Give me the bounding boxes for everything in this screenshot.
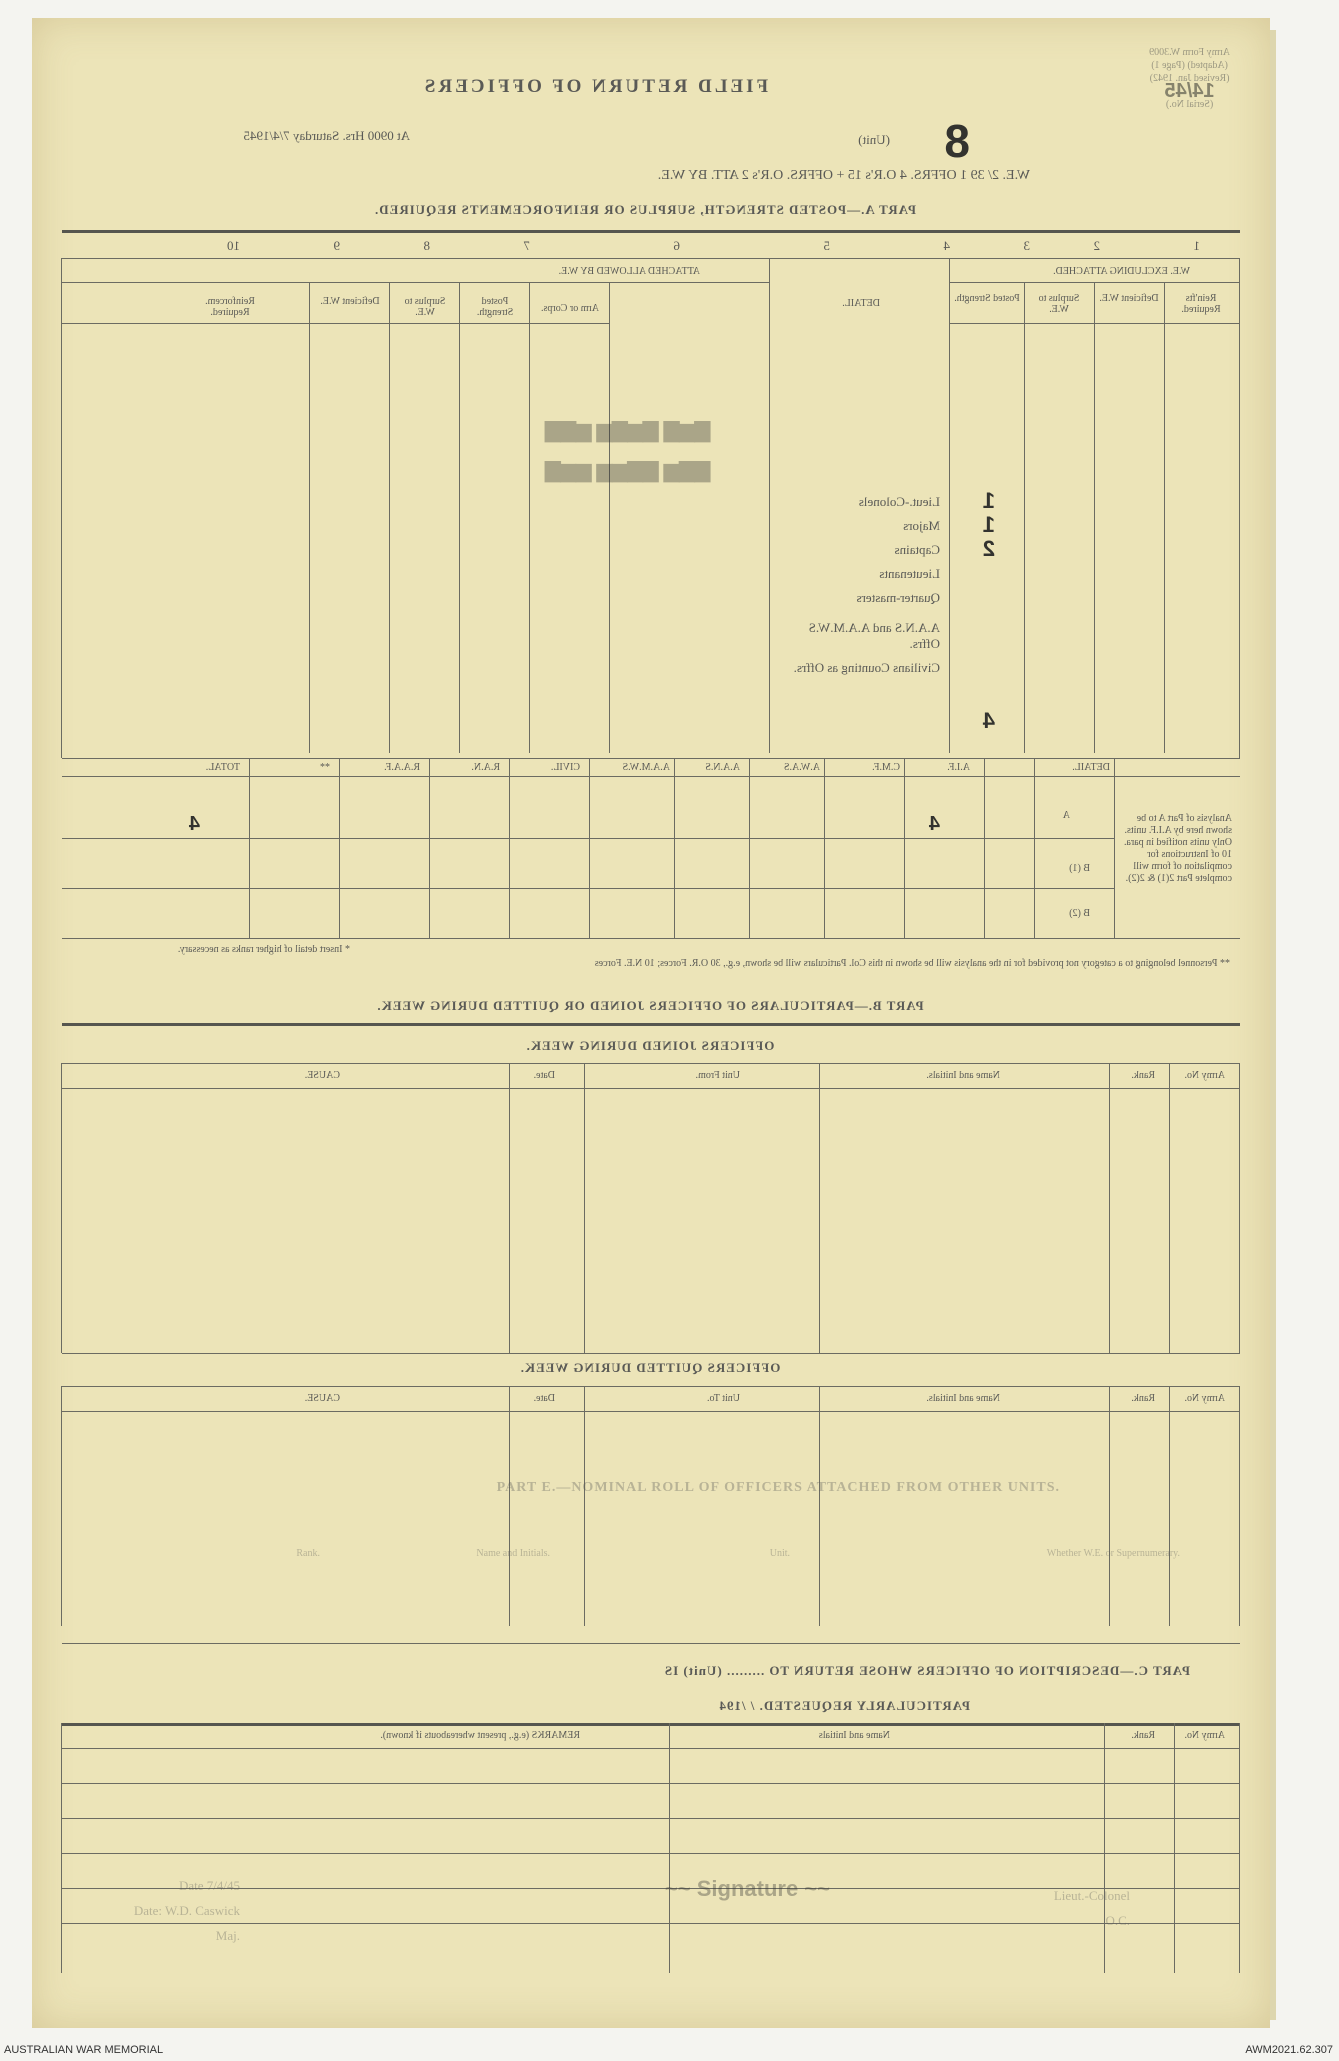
analysis-other: ** bbox=[320, 762, 330, 773]
analysis-row-b1: B (1) bbox=[1069, 863, 1090, 874]
rank-civilians: Civilians Counting as Offrs. bbox=[793, 660, 940, 675]
col-num-10: 10 bbox=[227, 238, 240, 253]
grid-line bbox=[904, 758, 905, 938]
grid-line bbox=[61, 258, 62, 758]
col-header-deficient-att: Deficient W.E. bbox=[320, 296, 380, 307]
col-num-1: 1 bbox=[1193, 238, 1200, 253]
rule bbox=[62, 1923, 1240, 1924]
col-num-3: 3 bbox=[1023, 238, 1030, 253]
rank-majors: Majors bbox=[903, 518, 940, 533]
col-num-7: 7 bbox=[523, 238, 530, 253]
footnote-2: ** Personnel belonging to a category not provided for in the analysis will be shown in this Col. Particulars will be shown, e.g., 30 O.R. Forces; 10 N.E. Forces bbox=[594, 958, 1230, 969]
analysis-aif: A.I.F. bbox=[947, 762, 970, 773]
col-header-surplus-att: Surplus to W.E. bbox=[404, 296, 446, 318]
analysis-ran: R.A.N. bbox=[471, 762, 500, 773]
rule bbox=[62, 1411, 1240, 1412]
rule bbox=[62, 776, 1240, 777]
rule bbox=[62, 1853, 1240, 1854]
quitted-rank: Rank. bbox=[1131, 1393, 1155, 1404]
grid-line bbox=[584, 1386, 585, 1626]
analysis-civil: CIVIL. bbox=[550, 762, 580, 773]
rule bbox=[62, 758, 1240, 759]
col-header-posted: Posted Strength. bbox=[954, 293, 1020, 304]
grid-line bbox=[1034, 758, 1035, 938]
form-reference bbox=[1149, 46, 1230, 111]
rule bbox=[62, 1386, 1240, 1387]
c-remarks: REMARKS (e.g., present whereabouts if known). bbox=[380, 1730, 580, 1741]
serial-label: (Serial No.) bbox=[1165, 99, 1214, 110]
bleed-sig-left2: Maj. bbox=[215, 1928, 240, 1943]
rank-lt-col: Lieut.-Colonels bbox=[858, 494, 940, 509]
part-c-rule bbox=[62, 1723, 1240, 1726]
joined-name: Name and Initials. bbox=[926, 1070, 1000, 1081]
quitted-header-row bbox=[62, 1393, 1240, 1409]
analysis-header-row bbox=[110, 762, 1110, 776]
quitted-unit-to: Unit To. bbox=[706, 1393, 740, 1404]
col-num-9: 9 bbox=[333, 238, 340, 253]
grid-line bbox=[1174, 1723, 1175, 1973]
bleed-col-3: Name and Initials. bbox=[476, 1548, 550, 1559]
quitted-army-no: Army No. bbox=[1184, 1393, 1225, 1404]
c-rank: Rank. bbox=[1131, 1730, 1155, 1741]
footer-accession-number: AWM2021.62.307 bbox=[1245, 2044, 1333, 2056]
document-page bbox=[32, 18, 1270, 2028]
rank-lieutenants: Lieutenants bbox=[879, 566, 940, 581]
rule bbox=[62, 258, 1240, 259]
grid-line bbox=[1169, 1386, 1170, 1626]
quitted-cause: CAUSE. bbox=[304, 1393, 340, 1404]
analysis-row-a: A bbox=[1062, 810, 1070, 821]
grid-line bbox=[824, 758, 825, 938]
bleed-through-part-e: PART E.—NOMINAL ROLL OF OFFICERS ATTACHED FROM OTHER UNITS. bbox=[496, 1480, 1060, 1495]
page-edge bbox=[1270, 30, 1276, 2020]
rank-captains: Captains bbox=[894, 542, 940, 557]
grid-line bbox=[389, 283, 390, 753]
grid-line bbox=[429, 758, 430, 938]
mirrored-form bbox=[32, 18, 1270, 2028]
analysis-detail: DETAIL. bbox=[1072, 762, 1110, 773]
grid-line bbox=[584, 1063, 585, 1353]
part-a-title: PART A.—POSTED STRENGTH, SURPLUS OR REINFORCEMENTS REQUIRED. bbox=[374, 202, 916, 217]
rule bbox=[62, 838, 1115, 839]
analysis-aamws: A.A.M.W.S bbox=[622, 762, 670, 773]
grid-line bbox=[61, 1386, 62, 1626]
col-header-reinf-att: Reinforcem. Required. bbox=[205, 296, 255, 318]
joined-army-no: Army No. bbox=[1184, 1070, 1225, 1081]
col-header-arm: Arm or Corps. bbox=[540, 303, 600, 314]
grid-line bbox=[1109, 1063, 1110, 1353]
posted-lt-col: 1 bbox=[982, 488, 995, 513]
c-name: Name and Initials bbox=[818, 1730, 890, 1741]
attached-header: ATTACHED ALLOWED BY W.E. bbox=[558, 266, 700, 277]
rule bbox=[62, 938, 1240, 939]
rule bbox=[950, 323, 1240, 324]
analysis-aif-value: 4 bbox=[928, 813, 940, 835]
grid-line bbox=[769, 258, 770, 753]
grid-line bbox=[61, 1723, 62, 1973]
rule bbox=[62, 1088, 1240, 1089]
bleed-col-1: Whether W.E. or Supernumerary. bbox=[1046, 1548, 1180, 1559]
grid-line bbox=[1109, 1386, 1110, 1626]
grid-line bbox=[339, 758, 340, 938]
col-num-8: 8 bbox=[423, 238, 430, 253]
analysis-raaf: R.A.A.F. bbox=[384, 762, 420, 773]
col-num-5: 5 bbox=[823, 238, 830, 253]
grid-line bbox=[309, 283, 310, 753]
rule bbox=[62, 1748, 1240, 1749]
unit-label: (Unit) bbox=[858, 132, 890, 147]
grid-line bbox=[589, 758, 590, 938]
grid-line bbox=[749, 758, 750, 938]
grid-line bbox=[529, 283, 530, 753]
col-header-surplus: Surplus to W.E. bbox=[1038, 293, 1080, 315]
grid-line bbox=[1094, 283, 1095, 753]
quitted-title: OFFICERS QUITTED DURING WEEK. bbox=[519, 1360, 781, 1375]
quitted-name: Name and Initials. bbox=[926, 1393, 1000, 1404]
joined-unit-from: Unit From. bbox=[695, 1070, 740, 1081]
bleed-col-2: Unit. bbox=[769, 1548, 790, 1559]
we-excluding-header: W.E. EXCLUDING ATTACHED. bbox=[1053, 266, 1190, 277]
grid-line bbox=[1024, 283, 1025, 753]
col-num-4: 4 bbox=[943, 238, 950, 253]
rule bbox=[62, 888, 1115, 889]
detail-header: DETAIL. bbox=[842, 298, 880, 309]
column-numbers bbox=[62, 238, 1240, 258]
handwritten-mark: 8 bbox=[944, 115, 970, 167]
grid-line bbox=[1239, 1723, 1240, 1973]
footer-archive-name: AUSTRALIAN WAR MEMORIAL bbox=[4, 2044, 164, 2056]
grid-line bbox=[1164, 283, 1165, 753]
part-c-title: PART C.—DESCRIPTION OF OFFICERS WHOSE RETURN TO ......... (Unit) IS bbox=[663, 1663, 1190, 1678]
part-a-rule bbox=[62, 230, 1240, 233]
grid-line bbox=[509, 758, 510, 938]
grid-line bbox=[1239, 258, 1240, 758]
grid-line bbox=[459, 283, 460, 753]
posted-captains: 2 bbox=[982, 536, 995, 561]
analysis-cmf: C.M.F. bbox=[872, 762, 900, 773]
serial-value: 14/45 bbox=[1164, 80, 1215, 102]
joined-date: Date. bbox=[533, 1070, 555, 1081]
rule bbox=[62, 282, 770, 283]
grid-line bbox=[1104, 1723, 1105, 1973]
grid-line bbox=[949, 258, 950, 753]
analysis-awas: A.W.A.S bbox=[783, 762, 820, 773]
col-header-reinforcements: Rein'fts Required. bbox=[1181, 293, 1221, 315]
grid-line bbox=[1239, 1063, 1240, 1353]
rule bbox=[62, 1353, 1240, 1354]
joined-cause: CAUSE. bbox=[304, 1070, 340, 1081]
bleed-through-text: ▇▆▇ ▇▆▇▆ ▆▇▇ bbox=[545, 420, 710, 442]
col-num-6: 6 bbox=[673, 238, 680, 253]
form-ref-line2: (Adapted) (Page 1) bbox=[1151, 60, 1228, 71]
joined-header-row bbox=[62, 1070, 1240, 1086]
rule bbox=[62, 1643, 1240, 1644]
grid-line bbox=[61, 1063, 62, 1353]
part-c-header-row bbox=[62, 1730, 1240, 1746]
analysis-total-value: 4 bbox=[188, 813, 200, 835]
grid-line bbox=[1169, 1063, 1170, 1353]
grid-line bbox=[984, 758, 985, 938]
analysis-aans: A.A.N.S bbox=[705, 762, 740, 773]
quitted-date: Date. bbox=[533, 1393, 555, 1404]
grid-line bbox=[249, 758, 250, 938]
col-header-posted-att: Posted Strength. bbox=[476, 296, 514, 318]
bleed-sig-left: Date: W.D. Caswick bbox=[133, 1903, 240, 1918]
bleed-date: Date 7/4/45 bbox=[178, 1878, 240, 1893]
part-c-title2: PARTICULARLY REQUESTED. / /194 bbox=[718, 1698, 970, 1713]
footnote-1: * Insert detail of higher ranks as necessary. bbox=[177, 944, 350, 955]
grid-line bbox=[609, 283, 610, 753]
part-b-title: PART B.—PARTICULARS OF OFFICERS JOINED OR QUITTED DURING WEEK. bbox=[376, 998, 924, 1013]
form-title: FIELD RETURN OF OFFICERS bbox=[421, 76, 769, 97]
part-b-rule bbox=[62, 1023, 1240, 1026]
bleed-col-4: Rank. bbox=[296, 1548, 320, 1559]
rule bbox=[62, 1783, 1240, 1784]
bleed-through-text: ▇▇▆ ▇▇▆▆ ▆▆▇ bbox=[545, 460, 710, 482]
bleed-signature-scrawl: ~~ Signature ~~ bbox=[664, 1876, 830, 1901]
rule bbox=[950, 282, 1240, 283]
grid-line bbox=[509, 1063, 510, 1353]
analysis-total: TOTAL. bbox=[205, 762, 240, 773]
rule bbox=[62, 323, 610, 324]
we-line: W.E. 2/ 39 1 OFFRS. 4 O.R's 15 + OFFRS. O.R's 2 ATT. BY W.E. bbox=[657, 168, 1030, 183]
bleed-sig-right: Lieut.-Colonel bbox=[1053, 1888, 1130, 1903]
analysis-note: Analysis of Part A to be shown here by A.I.F. units. Only units notified in para. 10 of Instructions for compilation of form will complete Part 2(1) & 2(2). bbox=[1123, 813, 1232, 884]
joined-title: OFFICERS JOINED DURING WEEK. bbox=[525, 1038, 775, 1053]
grid-line bbox=[669, 1723, 670, 1973]
date-line: At 0900 Hrs. Saturday 7/4/1945 bbox=[243, 128, 410, 143]
form-ref-line1: Army Form W.3009 bbox=[1149, 47, 1230, 58]
grid-line bbox=[509, 1386, 510, 1626]
grid-line bbox=[1239, 1386, 1240, 1626]
rank-qm: Quarter-masters bbox=[856, 590, 940, 605]
form-ref-line3: (Revised Jan. 1942) bbox=[1149, 73, 1230, 84]
rank-aans: A.A.N.S and A.A.M.W.S Offrs. bbox=[808, 620, 940, 651]
posted-majors: 1 bbox=[982, 512, 995, 537]
bleed-sig-right2: O.C. bbox=[1105, 1913, 1130, 1928]
joined-rank: Rank. bbox=[1131, 1070, 1155, 1081]
col-num-2: 2 bbox=[1093, 238, 1100, 253]
grid-line bbox=[819, 1063, 820, 1353]
grid-line bbox=[674, 758, 675, 938]
posted-total: 4 bbox=[982, 708, 995, 733]
rule bbox=[62, 1818, 1240, 1819]
c-army-no: Army No. bbox=[1184, 1730, 1225, 1741]
analysis-row-b2: B (2) bbox=[1069, 908, 1090, 919]
rule bbox=[62, 1063, 1240, 1064]
grid-line bbox=[819, 1386, 820, 1626]
grid-line bbox=[1114, 758, 1115, 938]
col-header-deficient: Deficient W.E. bbox=[1099, 293, 1159, 304]
